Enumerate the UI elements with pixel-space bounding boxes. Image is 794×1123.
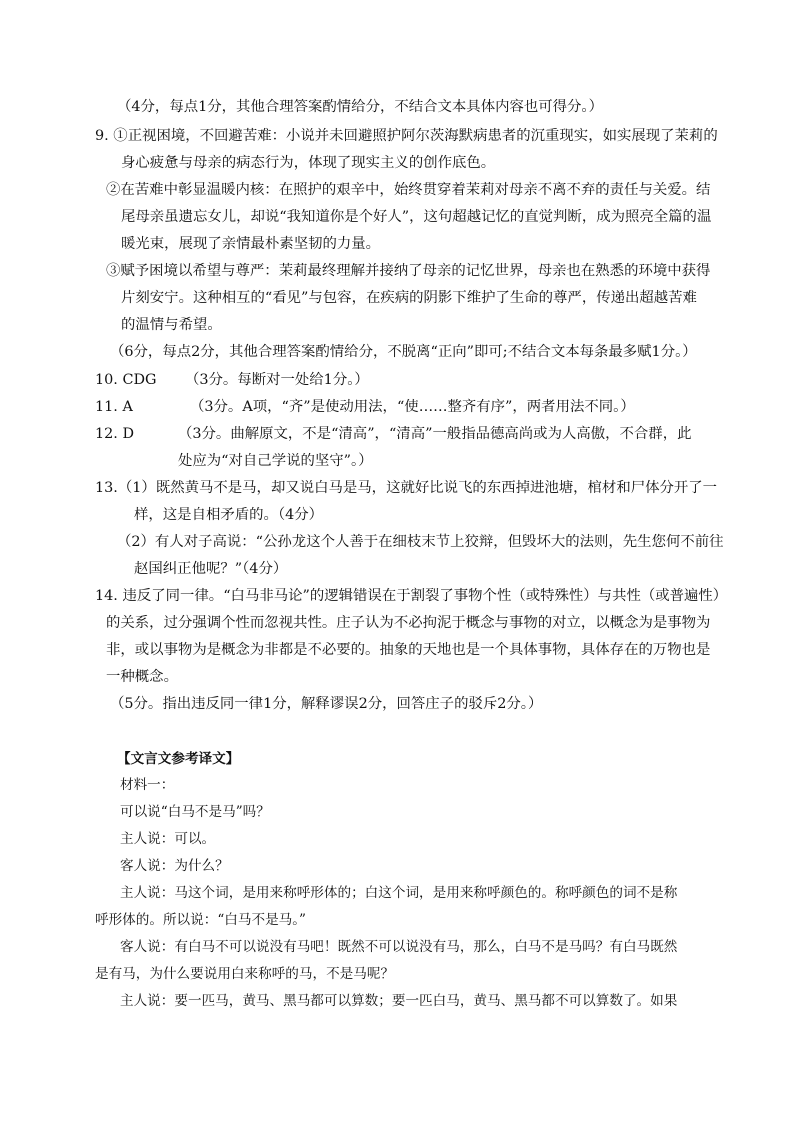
translation-line: 呼形体的。所以说：“白马不是马。” <box>95 912 307 928</box>
q9-scoring: （6分，每点2分，其他合理答案酌情给分，不脱离“正向”即可;不结合文本每条最多赋1分。） <box>110 344 697 360</box>
q9-point2-line2: 尾母亲虽遗忘女儿，却说“我知道你是个好人”，这句超越记忆的直觉判断，成为照亮全篇的温 <box>121 209 712 225</box>
q9-point3-line1: ③赋予困境以希望与尊严：茉莉最终理解并接纳了母亲的记忆世界，母亲也在熟悉的环境中获得 <box>106 263 711 279</box>
q11-note: （3分。A项，“齐”是使动用法，“使……整齐有序”，两者用法不同。） <box>190 399 635 415</box>
q9-point1-line1: 9. ①正视困境，不回避苦难：小说并未回避照护阿尔茨海默病患者的沉重现实，如实展现了茉莉的 <box>95 128 718 144</box>
q12-note-line1: （3分。曲解原文，不是“清高”，“清高”一般指品德高尚或为人高傲，不合群，此 <box>178 426 692 442</box>
translation-line: 是有马，为什么要说用白来称呼的马，不是马呢？ <box>95 966 395 982</box>
q9-point3-line3: 的温情与希望。 <box>121 317 222 333</box>
q14-line2: 的关系，过分强调个性而忽视共性。庄子认为不必拘泥于概念与事物的对立，以概念为是事物为 <box>106 615 711 631</box>
q9-point1-line2: 身心疲惫与母亲的病态行为，体现了现实主义的创作底色。 <box>121 155 496 171</box>
q13-line3: （2）有人对子高说：“公孙龙这个人善于在细枝末节上狡辩，但毁坏大的法则，先生您何不前往 <box>117 534 724 550</box>
material-label: 材料一： <box>120 777 175 793</box>
translation-line: 主人说：要一匹马，黄马、黑马都可以算数；要一匹白马，黄马、黑马都不可以算数了。如果 <box>120 993 678 1009</box>
q8-scoring: （4分，每点1分，其他合理答案酌情给分，不结合文本具体内容也可得分。） <box>117 99 604 115</box>
q14-line3: 非，或以事物为是概念为非都是不必要的。抽象的天地也是一个具体事物，具体存在的万物也是 <box>106 642 711 658</box>
q9-point3-line2: 片刻安宁。这种相互的“看见”与包容，在疾病的阴影下维护了生命的尊严，传递出超越苦难 <box>121 290 697 306</box>
translation-line: 客人说：为什么？ <box>120 858 229 874</box>
q13-line4: 赵国纠正他呢？”（4分） <box>134 561 288 577</box>
translation-line: 主人说：马这个词，是用来称呼形体的；白这个词，是用来称呼颜色的。称呼颜色的词不是称 <box>120 885 678 901</box>
q9-point2-line1: ②在苦难中彰显温暖内核：在照护的艰辛中，始终贯穿着茉莉对母亲不离不弃的责任与关爱。结 <box>106 182 711 198</box>
translation-line: 可以说“白马不是马”吗？ <box>120 804 270 820</box>
q13-line2: 样，这是自相矛盾的。（4分） <box>134 507 324 523</box>
translation-heading: 【文言文参考译文】 <box>117 751 240 767</box>
q12-note-line2: 处应为“对自己学说的坚守”。） <box>178 453 373 469</box>
q12-answer: 12. D <box>95 426 134 442</box>
q9-point2-line3: 暖光束，展现了亲情最朴素坚韧的力量。 <box>121 236 381 252</box>
q10-note: （3分。每断对一处给1分。） <box>185 372 369 388</box>
q14-line1: 14. 违反了同一律。“白马非马论”的逻辑错误在于割裂了事物个性（或特殊性）与共性（或普遍性） <box>95 588 728 604</box>
translation-line: 主人说：可以。 <box>120 831 216 847</box>
q11-answer: 11. A <box>95 399 133 415</box>
q10-answer: 10. CDG <box>95 372 157 388</box>
q14-line4: 一种概念。 <box>106 669 178 685</box>
q14-scoring: （5分。指出违反同一律1分，解释谬误2分，回答庄子的驳斥2分。） <box>110 696 543 712</box>
q13-line1: 13.（1）既然黄马不是马，却又说白马是马，这就好比说飞的东西掉进池塘，棺材和尸体分开了一 <box>95 480 718 496</box>
translation-line: 客人说：有白马不可以说没有马吧！既然不可以说没有马，那么，白马不是马吗？有白马既然 <box>120 939 678 955</box>
